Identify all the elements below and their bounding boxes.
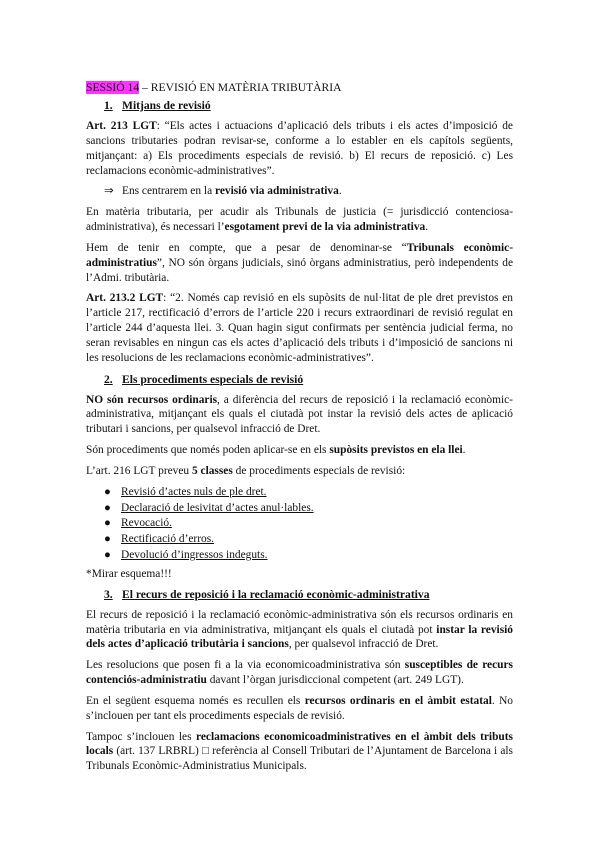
article-ref: Art. 213.2 LGT <box>86 292 164 305</box>
list-item-text: Revocació. <box>121 517 172 530</box>
arrow-right-icon: ⇒ <box>104 185 114 198</box>
bold-text: reclamacions economicoadministratives en el àmbit dels tributs locals <box>86 730 513 758</box>
paragraph-text: Tampoc s’inclouen les <box>86 730 197 743</box>
bullet-icon: ● <box>104 485 111 498</box>
bold-text: revisió via administrativa <box>214 185 339 198</box>
bold-text: 5 classes <box>191 464 233 477</box>
bold-text: instar la revisió dels actes d’aplicació tributària i sancions <box>86 623 513 651</box>
paragraph-text: : “2. Només cap revisió en els supòsits de nul·litat de ple dret previstos en l’article 217, rectificació d’errors de l’article 220 i recurs extraordinari de revisió regulat en l’article 244 d’aquesta llei. 3. Quan hagin sigut confirmats per sentència judicial ferma, no seran revisables en ningun cas els actes d’aplicació dels tributs i d’imposició de sancions ni les resolucions de les reclamacions econòmic-administratives”. <box>86 292 513 364</box>
paragraph-text: ”, NO són òrgans judicials, sinó òrgans administratius, però independents de l’Admi. tributària. <box>86 256 513 284</box>
list-item-text: Rectificació d’erros. <box>121 533 214 546</box>
page-title <box>86 80 513 95</box>
paragraph <box>86 291 513 365</box>
paragraph <box>86 393 513 437</box>
bold-text: Tribunals econòmic-administratius <box>86 241 513 269</box>
document-body <box>86 80 513 780</box>
paragraph <box>86 443 513 458</box>
paragraph <box>86 608 513 652</box>
paragraph-text: Les resolucions que posen fi a la via economicoadministrativa són <box>86 659 405 672</box>
paragraph <box>86 119 513 178</box>
bold-text: NO són recursos ordinaris <box>86 393 218 406</box>
session-highlight: SESSIÓ 14 <box>86 81 140 94</box>
bold-text: supòsits previstos en ela llei <box>329 444 463 457</box>
section-heading-3 <box>86 587 513 602</box>
section-number: 1. <box>104 99 113 113</box>
bold-text: susceptibles de recurs contenciós-administratiu <box>86 659 513 687</box>
paragraph-text: . <box>462 444 466 457</box>
bullet-icon: ● <box>104 501 111 514</box>
paragraph-text: En el següent esquema només es recullen els <box>86 694 305 707</box>
note: *Mirar esquema!!! <box>86 567 172 580</box>
paragraph <box>86 658 513 688</box>
paragraph-text: Són procediments que només poden aplicar-se en els <box>86 444 330 457</box>
title-text: – REVISIÓ EN MATÈRIA TRIBUTÀRIA <box>139 81 342 94</box>
paragraph-text: En matèria tributaria, per acudir als Tribunals de justicia (= jurisdicció contenciosa-administrativa), és necessari l’ <box>86 206 513 234</box>
paragraph <box>86 205 513 235</box>
section-heading-1 <box>86 98 513 113</box>
paragraph-text: davant l’òrgan jurisdiccional competent (art. 249 LGT). <box>206 674 464 687</box>
section-title: Mitjans de revisió <box>122 99 211 113</box>
section-number: 2. <box>104 372 113 386</box>
bullet-icon: ● <box>104 549 111 562</box>
paragraph-text: . <box>338 185 342 198</box>
article-ref: Art. 213 LGT <box>86 120 157 133</box>
paragraph <box>86 694 513 724</box>
list-item <box>104 501 513 516</box>
arrow-line <box>104 184 513 199</box>
paragraph-text: . No s’inclouen per tant els procediments especials de revisió. <box>86 694 513 722</box>
list-item <box>104 485 513 500</box>
paragraph-text: de procediments especials de revisió: <box>232 464 406 477</box>
list-item-text: Revisió d’actes nuls de ple dret. <box>121 485 267 498</box>
section-heading-2 <box>86 372 513 387</box>
procedures-list <box>86 485 513 563</box>
paragraph-text: (art. 137 LRBRL) <box>113 745 202 758</box>
bullet-icon: ● <box>104 533 111 546</box>
paragraph-text: referència al Consell Tributari de l’Ajuntament de Barcelona i als Tribunals Econòmic-Administratius Municipals. <box>86 745 513 773</box>
paragraph-text: , per qualsevol infracció de Dret. <box>288 638 439 651</box>
list-item <box>104 516 513 531</box>
bullet-icon: ● <box>104 517 111 530</box>
missing-glyph-icon: □ <box>201 745 210 758</box>
list-item <box>104 532 513 547</box>
section-number: 3. <box>104 587 113 601</box>
list-item <box>104 548 513 563</box>
paragraph-text: Hem de tenir en compte, que a pesar de denominar-se “ <box>86 241 407 254</box>
bold-text: esgotament previ de la via administrativa <box>224 221 426 234</box>
paragraph <box>86 464 513 479</box>
paragraph-text: El recurs de reposició i la reclamació econòmic-administrativa són els recursos ordinaris en matèria tributaria en via administrativa, mitjançant els quals el ciutadà pot <box>86 608 513 636</box>
section-title: El recurs de reposició i la reclamació econòmic-administrativa <box>122 587 430 601</box>
paragraph-text: Ens centrarem en la <box>122 185 215 198</box>
paragraph <box>86 241 513 285</box>
paragraph-text: L’art. 216 LGT preveu <box>86 464 192 477</box>
bold-text: recursos ordinaris en el àmbit estatal <box>304 694 492 707</box>
paragraph-text: , a diferència del recurs de reposició i la reclamació econòmic-administrativa, mitjançant els quals el ciutadà pot instar la revisió dels actes de aplicació tributari i sancions, per qualsevol infracció de Dret. <box>86 393 513 436</box>
paragraph-text: . <box>425 221 429 234</box>
paragraph-text: : “Els actes i actuacions d’aplicació dels tributs i els actes d’imposició de sancions tributaries podran revisar-se, conforme a lo establer en els capítols següents, mitjançant: a) Els procediments especials de revisió. b) El recurs de reposició. c) Les reclamacions econòmic-administratives”. <box>86 120 513 177</box>
list-item-text: Declaració de lesivitat d’actes anul·lables. <box>121 501 314 514</box>
section-title: Els procediments especials de revisió <box>122 372 304 386</box>
paragraph <box>86 730 513 774</box>
list-item-text: Devolució d’ingressos indeguts. <box>121 549 268 562</box>
